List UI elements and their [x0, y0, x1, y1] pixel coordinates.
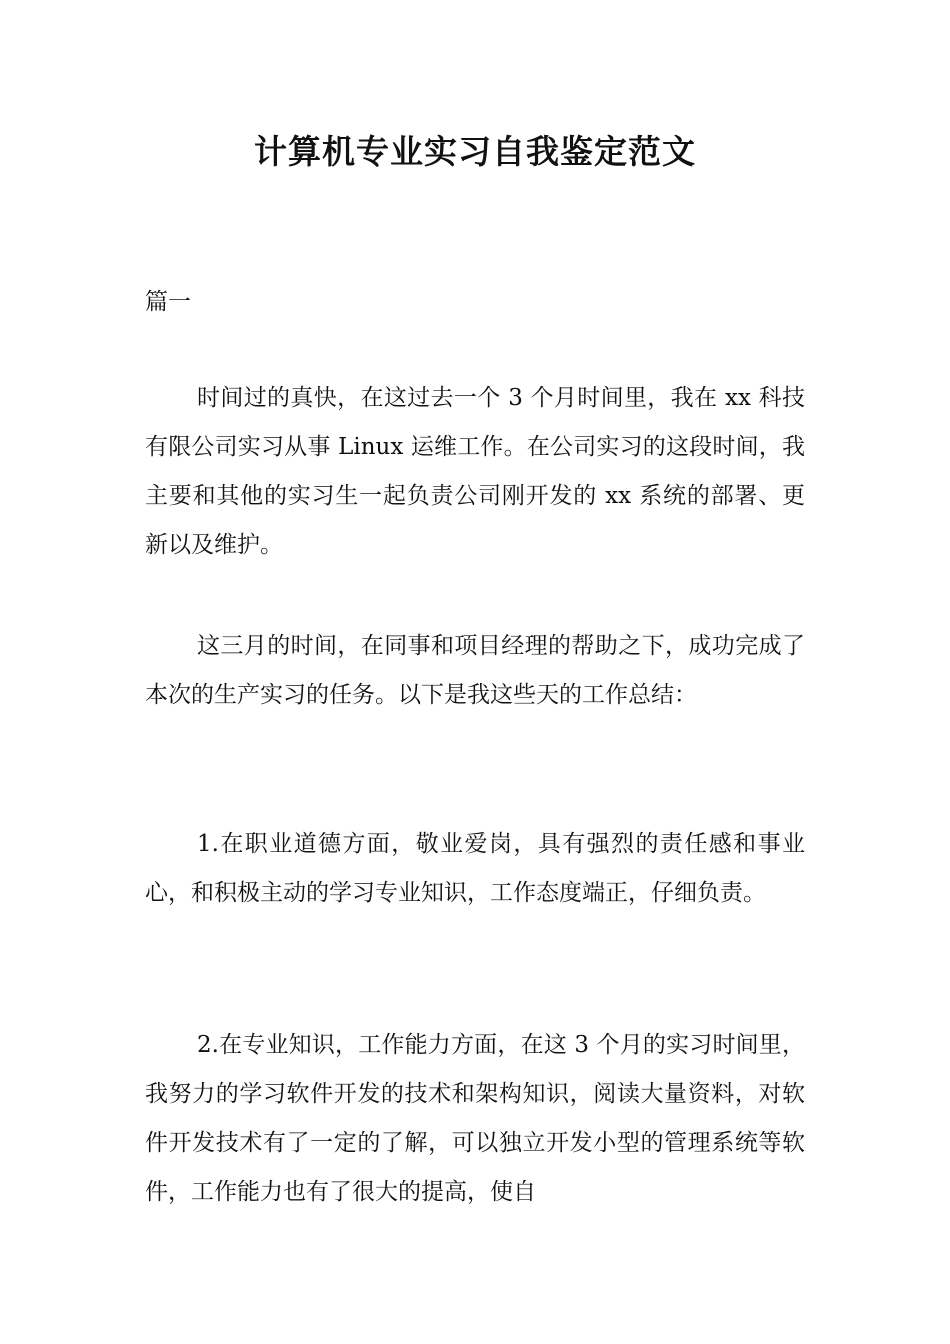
paragraph-4: 2.在专业知识，工作能力方面，在这 3 个月的实习时间里，我努力的学习软件开发的技术和架构知识，阅读大量资料，对软件开发技术有了一定的了解，可以独立开发小型的管理系统等软件，工作能力也有了很大的提高，使自 [145, 1032, 805, 1205]
paragraph-2: 这三月的时间，在同事和项目经理的帮助之下，成功完成了本次的生产实习的任务。以下是我这些天的工作总结： [145, 633, 805, 708]
document-title: 计算机专业实习自我鉴定范文 [254, 132, 696, 171]
paragraph-3: 1.在职业道德方面，敬业爱岗，具有强烈的责任感和事业心，和积极主动的学习专业知识，工作态度端正，仔细负责。 [145, 831, 805, 906]
section-label: 篇一 [145, 289, 191, 315]
paragraph-1: 时间过的真快，在这过去一个 3 个月时间里，我在 xx 科技有限公司实习从事 Linux 运维工作。在公司实习的这段时间，我主要和其他的实习生一起负责公司刚开发的 xx 系统的部署、更新以及维护。 [145, 385, 805, 558]
